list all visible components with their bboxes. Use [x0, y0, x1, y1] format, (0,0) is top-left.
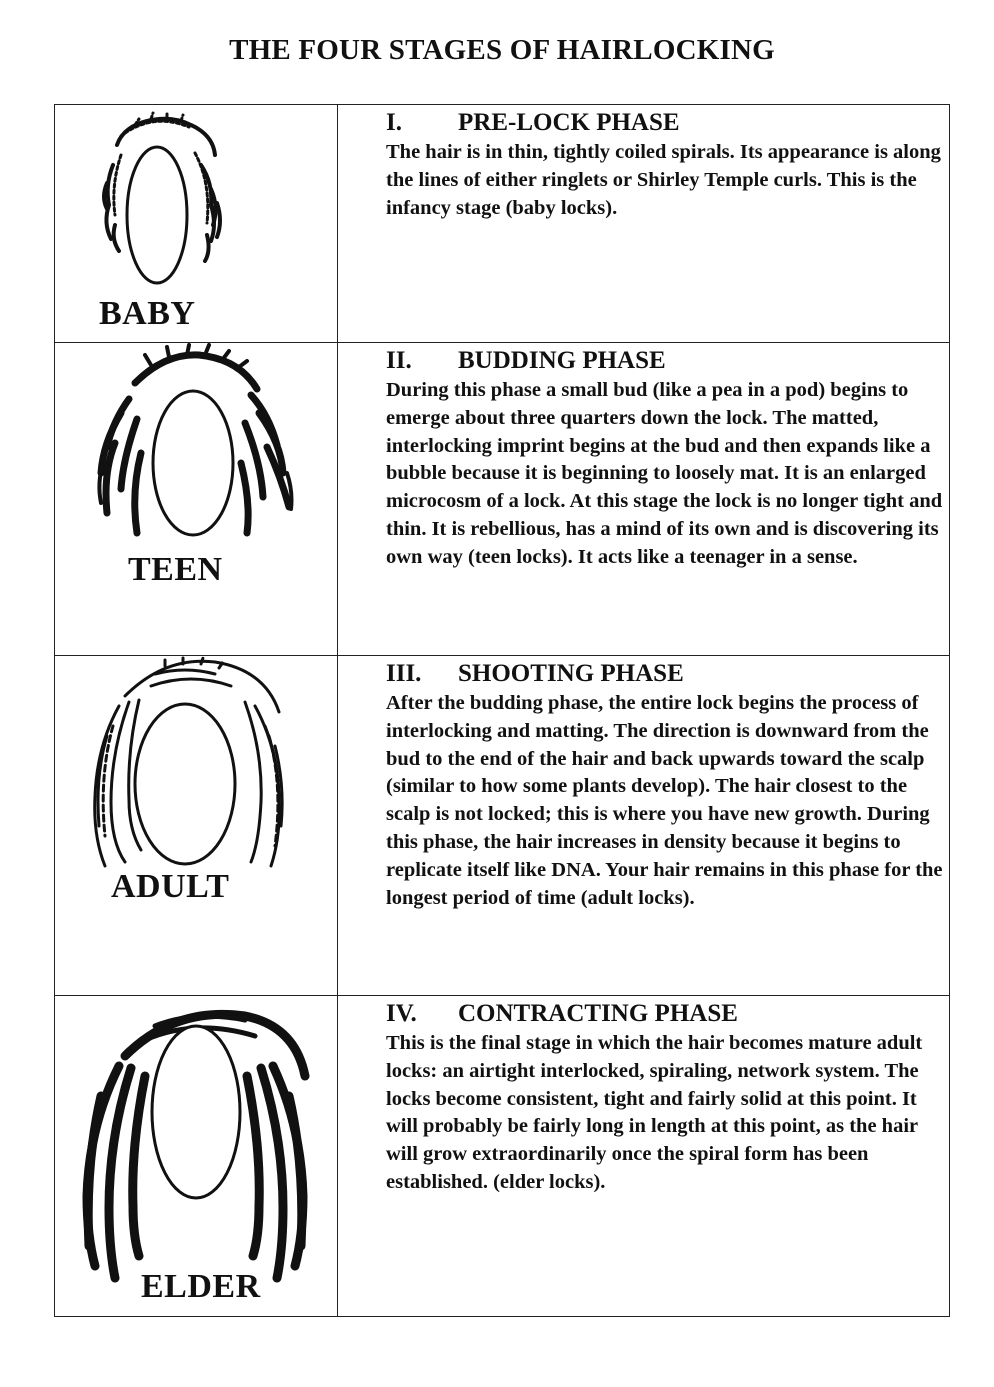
phase-numeral: IV.	[386, 1000, 417, 1027]
phase-description-contracting: This is the final stage in which the hair becomes mature adult locks: an airtight interlocked, spiraling, network system. The locks become consistent, tight and fairly solid at this point. It will probably be fairly long in length at this point, as the hair will grow extraordinarily once the spiral form has been established. (elder locks).	[386, 1032, 923, 1193]
phase-title: CONTRACTING PHASE	[458, 1000, 738, 1027]
phase-heading-budding	[386, 347, 946, 375]
illustration-cell-adult	[55, 656, 338, 995]
phase-description-pre-lock: The hair is in thin, tightly coiled spirals. Its appearance is along the lines of either ringlets or Shirley Temple curls. This is the infancy stage (baby locks).	[386, 141, 941, 219]
stage-row-adult	[55, 656, 949, 996]
phase-heading-shooting	[386, 660, 946, 688]
stage-row-teen	[55, 343, 949, 656]
stage-row-elder	[55, 996, 949, 1317]
adult-locks-illustration	[55, 656, 338, 996]
text-cell-adult	[386, 660, 946, 912]
phase-description-budding: During this phase a small bud (like a pea in a pod) begins to emerge about three quarters down the lock. The matted, interlocking imprint begins at the bud and then expands like a bubble because it is beginning to loosely mat. It is an enlarged microcosm of a lock. At this stage the lock is no longer tight and thin. It is rebellious, has a mind of its own and is discovering its own way (teen locks). It acts like a teenager in a sense.	[386, 379, 943, 568]
phase-description-shooting: After the budding phase, the entire lock begins the process of interlocking and matting. The direction is downward from the bud to the end of the hair and back upwards toward the scalp (similar to how some plants develop). The hair closest to the scalp is not locked; this is where you have new growth. During this phase, the hair increases in density because it begins to replicate itself like DNA. Your hair remains in this phase for the longest period of time (adult locks).	[386, 692, 943, 909]
phase-numeral: II.	[386, 347, 412, 374]
phase-title: SHOOTING PHASE	[458, 660, 684, 687]
stage-label-teen: TEEN	[128, 551, 223, 588]
illustration-cell-baby	[55, 105, 338, 342]
phase-numeral: III.	[386, 660, 422, 687]
stages-table	[54, 104, 950, 1317]
phase-title: BUDDING PHASE	[458, 347, 666, 374]
phase-title: PRE-LOCK PHASE	[458, 109, 680, 136]
phase-heading-pre-lock	[386, 109, 946, 137]
stage-row-baby	[55, 105, 949, 343]
text-cell-baby	[386, 109, 946, 222]
baby-locks-illustration	[55, 105, 338, 343]
illustration-cell-elder	[55, 996, 338, 1317]
stage-label-adult: ADULT	[111, 868, 230, 905]
stage-label-elder: ELDER	[141, 1268, 261, 1305]
illustration-cell-teen	[55, 343, 338, 655]
teen-locks-illustration	[55, 343, 338, 656]
phase-heading-contracting	[386, 1000, 946, 1028]
text-cell-elder	[386, 1000, 946, 1197]
page-title: THE FOUR STAGES OF HAIRLOCKING	[229, 34, 775, 66]
text-cell-teen	[386, 347, 946, 572]
phase-numeral: I.	[386, 109, 402, 136]
stage-label-baby: BABY	[99, 295, 196, 332]
